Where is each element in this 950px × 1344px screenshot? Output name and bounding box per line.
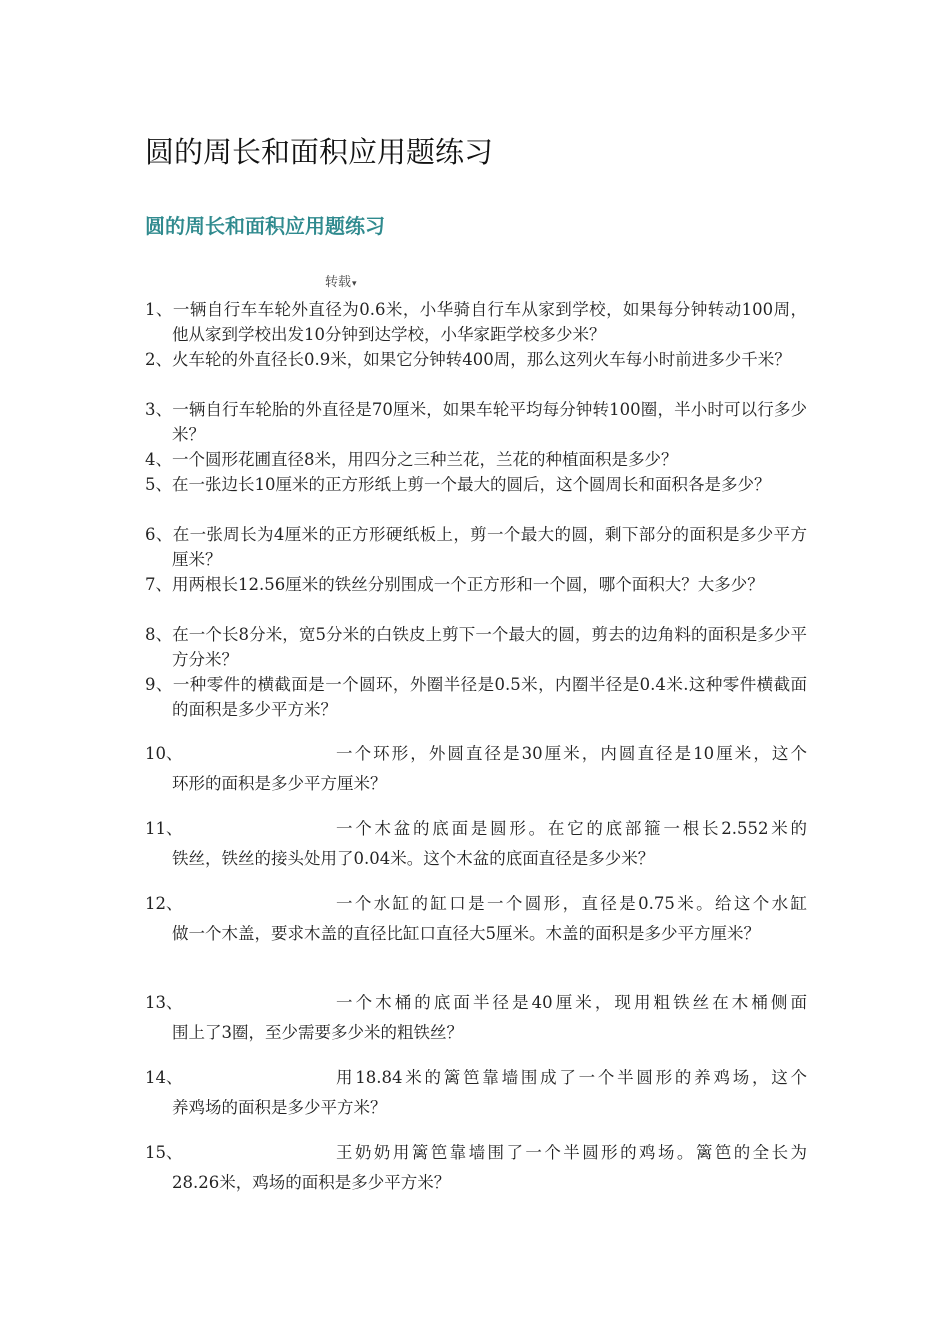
repost-dropdown[interactable] — [325, 271, 357, 290]
question-text-continued: 养鸡场的面积是多少平方米？ — [172, 1098, 387, 1117]
question-number: 14、 — [145, 1068, 183, 1087]
question-number: 15、 — [145, 1143, 183, 1162]
question-text: 一个环形，外圆直径是30厘米，内圆直径是10厘米，这个 — [336, 744, 807, 763]
article-title-link[interactable]: 圆的周长和面积应用题练习 — [145, 214, 385, 238]
question-text: 火车轮的外直径长0.9米，如果它分钟转400周，那么这列火车每小时前进多少千米？ — [172, 350, 791, 369]
chevron-down-icon: ▾ — [352, 279, 357, 289]
question-item — [145, 889, 807, 949]
question-number: 1、 — [145, 300, 173, 319]
question-number: 12、 — [145, 894, 183, 913]
question-text: 一种零件的横截面是一个圆环，外圈半径是0.5米，内圈半径是0.4米.这种零件横截面的面积是多少平方米？ — [172, 675, 807, 719]
question-number: 11、 — [145, 819, 183, 838]
question-text-continued: 28.26米，鸡场的面积是多少平方米？ — [172, 1173, 451, 1192]
question-number: 13、 — [145, 993, 183, 1012]
question-item — [145, 988, 807, 1048]
question-text: 一辆自行车轮胎的外直径是70厘米，如果车轮平均每分钟转100圈，半小时可以行多少米？ — [172, 400, 807, 444]
question-text: 一个水缸的缸口是一个圆形，直径是0.75米。给这个水缸 — [336, 894, 807, 913]
question-text: 一个木盆的底面是圆形。在它的底部箍一根长2.552米的 — [336, 819, 807, 838]
question-item — [145, 1138, 807, 1198]
question-item — [145, 522, 807, 572]
question-item — [145, 347, 807, 372]
question-item — [145, 739, 807, 799]
question-number: 3、 — [145, 400, 173, 419]
question-number: 6、 — [145, 525, 173, 544]
question-text: 在一张周长为4厘米的正方形硬纸板上，剪一个最大的圆，剩下部分的面积是多少平方厘米？ — [172, 525, 807, 569]
question-text: 一辆自行车车轮外直径为0.6米，小华骑自行车从家到学校，如果每分钟转动100周，他从家到学校出发10分钟到达学校，小华家距学校多少米？ — [172, 300, 808, 344]
question-item — [145, 572, 807, 597]
question-item — [145, 622, 807, 672]
question-text: 用18.84米的篱笆靠墙围成了一个半圆形的养鸡场，这个 — [336, 1068, 807, 1087]
question-number: 7、 — [145, 575, 172, 594]
question-item — [145, 672, 807, 722]
question-item — [145, 397, 807, 447]
question-text: 一个木桶的底面半径是40厘米，现用粗铁丝在木桶侧面 — [336, 993, 807, 1012]
question-text-continued: 环形的面积是多少平方厘米？ — [172, 774, 387, 793]
question-number: 2、 — [145, 350, 172, 369]
question-text: 王奶奶用篱笆靠墙围了一个半圆形的鸡场。篱笆的全长为 — [336, 1143, 807, 1162]
question-item — [145, 814, 807, 874]
question-text-continued: 铁丝，铁丝的接头处用了0.04米。这个木盆的底面直径是多少米？ — [172, 849, 655, 868]
question-number: 10、 — [145, 744, 183, 763]
question-item — [145, 1063, 807, 1123]
question-text: 在一张边长10厘米的正方形纸上剪一个最大的圆后，这个圆周长和面积各是多少？ — [172, 475, 771, 494]
question-item — [145, 297, 807, 347]
page-title: 圆的周长和面积应用题练习 — [145, 135, 494, 169]
question-number: 4、 — [145, 450, 172, 469]
question-text: 一个圆形花圃直径8米，用四分之三种兰花，兰花的种植面积是多少？ — [172, 450, 678, 469]
question-text: 在一个长8分米，宽5分米的白铁皮上剪下一个最大的圆，剪去的边角料的面积是多少平方分米？ — [172, 625, 808, 669]
question-text-continued: 围上了3圈，至少需要多少米的粗铁丝？ — [172, 1023, 463, 1042]
question-number: 8、 — [145, 625, 173, 644]
repost-label: 转载 — [325, 275, 352, 290]
question-text: 用两根长12.56厘米的铁丝分别围成一个正方形和一个圆，哪个面积大？大多少？ — [172, 575, 764, 594]
question-number: 5、 — [145, 475, 172, 494]
question-item — [145, 472, 807, 497]
question-text-continued: 做一个木盖，要求木盖的直径比缸口直径大5厘米。木盖的面积是多少平方厘米？ — [172, 924, 760, 943]
question-item — [145, 447, 807, 472]
question-number: 9、 — [145, 675, 173, 694]
